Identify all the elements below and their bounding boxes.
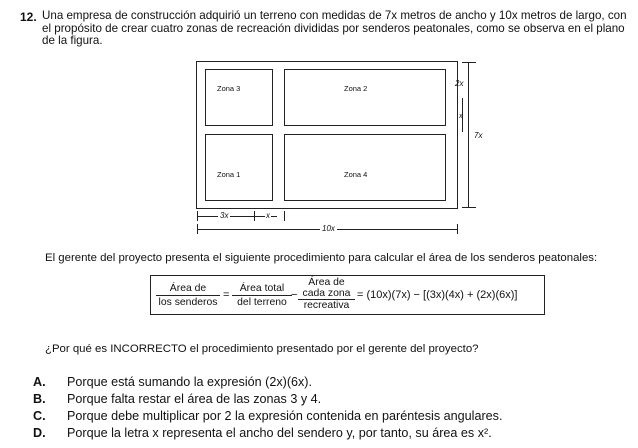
total-area-bottom: del terreno bbox=[237, 297, 287, 308]
question-text: ¿Por qué es INCORRECTO el procedimiento presentado por el gerente del proyecto? bbox=[45, 343, 479, 355]
dimension-3x-end-tick bbox=[254, 211, 255, 221]
option-c[interactable] bbox=[33, 409, 502, 423]
dimension-3x: 3x bbox=[220, 211, 229, 220]
formula-expression: = (10x)(7x) − [(3x)(4x) + (2x)(6x)] bbox=[357, 289, 518, 301]
dimension-x-end-tick bbox=[284, 211, 285, 221]
dimension-2x: 2x bbox=[455, 79, 464, 88]
recreation-area-mid: cada zona bbox=[302, 288, 351, 299]
equals-sign: = bbox=[223, 289, 230, 301]
problem-statement: Una empresa de construcción adquirió un terreno con medidas de 7x metros de ancho y 10x metros de largo, con el propósito de crear cuatro zonas de recreación divididas por senderos peatonales, como se observa en el plano de la figura. bbox=[42, 9, 627, 47]
zone-2-label: Zona 2 bbox=[344, 84, 368, 93]
total-area-top: Área total bbox=[239, 283, 285, 294]
dimension-x-vertical: x bbox=[459, 113, 463, 120]
zone-1-block bbox=[205, 134, 273, 201]
option-a[interactable] bbox=[33, 375, 312, 389]
dimension-7x-bottom-tick bbox=[462, 207, 476, 208]
dimension-10x-left-tick bbox=[197, 224, 198, 234]
dimension-7x-top-tick bbox=[462, 62, 476, 63]
dimension-10x: 10x bbox=[322, 224, 335, 233]
recreation-area-top: Área de bbox=[308, 277, 345, 288]
dimension-bottom-left-tick bbox=[197, 211, 198, 221]
option-text: Porque está sumando la expresión (2x)(6x). bbox=[67, 375, 313, 389]
dimension-10x-right-tick bbox=[457, 224, 458, 234]
option-letter: D. bbox=[33, 426, 46, 440]
recreation-area-bottom: recreativa bbox=[303, 300, 350, 311]
fraction-bar bbox=[232, 295, 292, 296]
option-text: Porque la letra x representa el ancho del sendero y, por tanto, su área es x². bbox=[67, 426, 492, 440]
zone-3-block bbox=[205, 69, 273, 126]
fraction-bar bbox=[156, 295, 220, 296]
fraction-path-area bbox=[156, 283, 220, 308]
zone-3-label: Zona 3 bbox=[217, 84, 241, 93]
option-letter: A. bbox=[33, 375, 46, 389]
zone-4-label: Zona 4 bbox=[344, 170, 368, 179]
zone-4-block bbox=[284, 134, 446, 201]
procedure-intro: El gerente del proyecto presenta el siguiente procedimiento para calcular el área de los senderos peatonales: bbox=[45, 252, 598, 264]
option-text: Porque debe multiplicar por 2 la expresión contenida en paréntesis angulares. bbox=[67, 409, 503, 423]
land-plan bbox=[196, 61, 464, 209]
question-number: 12. bbox=[20, 10, 37, 24]
option-d[interactable] bbox=[33, 426, 492, 440]
option-letter: C. bbox=[33, 409, 46, 423]
zone-2-block bbox=[284, 69, 446, 126]
option-letter: B. bbox=[33, 392, 46, 406]
dimension-7x: 7x bbox=[474, 131, 483, 140]
option-b[interactable] bbox=[33, 392, 321, 406]
fraction-recreation-area bbox=[298, 277, 355, 311]
dimension-7x-line bbox=[468, 62, 469, 208]
option-text: Porque falta restar el área de las zonas 3 y 4. bbox=[67, 392, 322, 406]
path-area-top: Área de bbox=[169, 283, 207, 294]
procedure-formula bbox=[150, 275, 545, 315]
dimension-x-horizontal: x bbox=[266, 211, 270, 220]
minus-sign: − bbox=[291, 289, 298, 301]
path-area-bottom: los senderos bbox=[158, 297, 218, 308]
zone-1-label: Zona 1 bbox=[217, 170, 241, 179]
fraction-total-area bbox=[232, 283, 292, 308]
